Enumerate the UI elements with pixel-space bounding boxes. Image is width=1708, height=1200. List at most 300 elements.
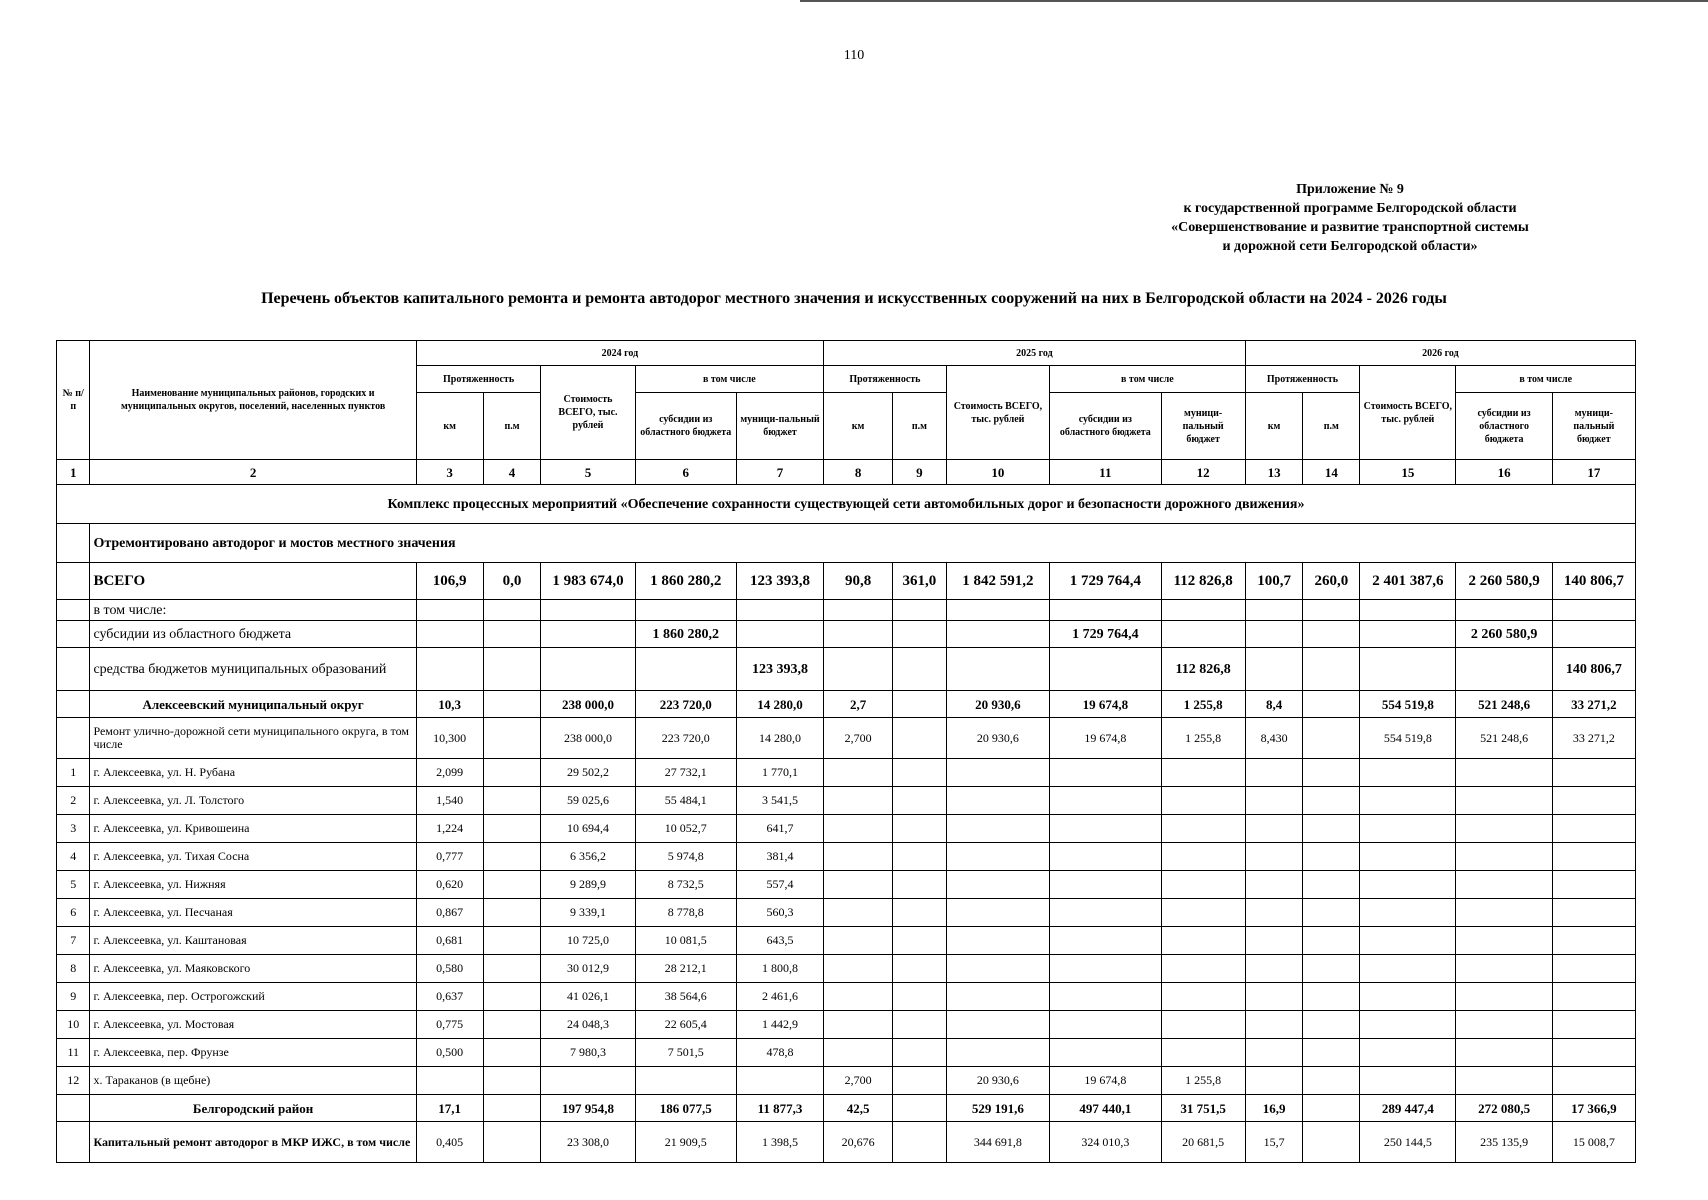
- cell-col-10: [946, 955, 1049, 983]
- row-number: 4: [57, 843, 90, 871]
- cell-col-5: 10 694,4: [541, 815, 635, 843]
- row-number: [57, 718, 90, 759]
- column-number-8: 8: [824, 460, 893, 485]
- repair-row-belgorod: [57, 1122, 1636, 1163]
- cell-col-6: 28 212,1: [635, 955, 736, 983]
- cell-col-4: [483, 955, 541, 983]
- cell-col-7: 123 393,8: [736, 563, 823, 600]
- cell-col-14: [1303, 787, 1360, 815]
- cell-col-3: 0,681: [416, 927, 483, 955]
- cell-col-8: 42,5: [824, 1095, 893, 1122]
- row-number: 5: [57, 871, 90, 899]
- cell-col-14: [1303, 1067, 1360, 1095]
- cell-col-4: [483, 927, 541, 955]
- cell-col-14: [1303, 1122, 1360, 1163]
- cell-col-17: [1552, 871, 1635, 899]
- cell-col-15: 250 144,5: [1360, 1122, 1456, 1163]
- cell-col-12: [1161, 1011, 1245, 1039]
- cell-col-12: [1161, 1039, 1245, 1067]
- cell-col-3: 0,405: [416, 1122, 483, 1163]
- row-label: г. Алексеевка, ул. Мостовая: [90, 1011, 416, 1039]
- row-label: г. Алексеевка, ул. Каштановая: [90, 927, 416, 955]
- row-label: ВСЕГО: [90, 563, 416, 600]
- cell-col-5: 24 048,3: [541, 1011, 635, 1039]
- cell-col-17: 33 271,2: [1552, 718, 1635, 759]
- cell-col-3: 1,224: [416, 815, 483, 843]
- incl-label: в том числе:: [90, 600, 416, 621]
- cell-col-16: [1456, 759, 1552, 787]
- cell-col-7: [736, 1067, 823, 1095]
- cell-col-11: [1050, 871, 1161, 899]
- cell-col-7: 14 280,0: [736, 718, 823, 759]
- column-number-13: 13: [1245, 460, 1303, 485]
- cell-col-6: 5 974,8: [635, 843, 736, 871]
- table-row: [57, 815, 1636, 843]
- header-length-2026: Протяженность: [1245, 366, 1359, 393]
- row-label: г. Алексеевка, пер. Острогожский: [90, 983, 416, 1011]
- cell-col-15: 554 519,8: [1360, 718, 1456, 759]
- cell-col-9: [893, 1067, 947, 1095]
- cell-col-9: [893, 899, 947, 927]
- cell-col-5: 1 983 674,0: [541, 563, 635, 600]
- cell-col-10: 344 691,8: [946, 1122, 1049, 1163]
- cell-col-4: 0,0: [483, 563, 541, 600]
- cell-col-16: [1456, 983, 1552, 1011]
- appendix-line-2: к государственной программе Белгородской области: [1183, 201, 1517, 216]
- cell-col-16: [1456, 899, 1552, 927]
- cell-col-4: [483, 787, 541, 815]
- document-title: Перечень объектов капитального ремонта и ремонта автодорог местного значения и искусственных сооружений на них в Белгородской области на 2024 - 2026 годы: [261, 290, 1447, 307]
- header-length-2024: Протяженность: [416, 366, 541, 393]
- row-number: 11: [57, 1039, 90, 1067]
- cell-col-13: 15,7: [1245, 1122, 1303, 1163]
- cell-col-4: [483, 1122, 541, 1163]
- cell-col-11: 324 010,3: [1050, 1122, 1161, 1163]
- cell-col-3: 17,1: [416, 1095, 483, 1122]
- subsidy-row-label: субсидии из областного бюджета: [90, 621, 416, 648]
- table-row: [57, 955, 1636, 983]
- cell-col-16: [1456, 1039, 1552, 1067]
- row-label: г. Алексеевка, ул. Тихая Сосна: [90, 843, 416, 871]
- header-pm-2026: п.м: [1303, 393, 1360, 460]
- cell-col-14: [1303, 718, 1360, 759]
- cell-col-13: [1245, 899, 1303, 927]
- header-year-2024: 2024 год: [416, 341, 823, 366]
- empty-cell: [57, 600, 90, 621]
- cell-col-12: [1161, 983, 1245, 1011]
- cell-col-14: [1303, 1011, 1360, 1039]
- cell-col-3: 10,3: [416, 691, 483, 718]
- cell-col-13: [1245, 1067, 1303, 1095]
- cell-col-13: [1245, 1039, 1303, 1067]
- cell-col-14: [1303, 871, 1360, 899]
- cell-col-11: [1050, 759, 1161, 787]
- column-number-15: 15: [1360, 460, 1456, 485]
- cell-col-9: [893, 955, 947, 983]
- cell-col-15: [1360, 787, 1456, 815]
- column-number-2: 2: [90, 460, 416, 485]
- cell-col-7: 3 541,5: [736, 787, 823, 815]
- cell-col-10: [946, 1039, 1049, 1067]
- cell-col-9: [893, 871, 947, 899]
- cell-col-4: [483, 1067, 541, 1095]
- page-number: 110: [843, 48, 865, 63]
- repair-row-alekseevsky: [57, 718, 1636, 759]
- cell-col-15: [1360, 815, 1456, 843]
- cell-col-9: 361,0: [893, 563, 947, 600]
- cell-col-9: [893, 983, 947, 1011]
- cell-col-13: [1245, 983, 1303, 1011]
- table-row: [57, 899, 1636, 927]
- cell-col-9: [893, 843, 947, 871]
- cell-col-5: 23 308,0: [541, 1122, 635, 1163]
- cell-col-6: 7 501,5: [635, 1039, 736, 1067]
- cell-col-17: [1552, 955, 1635, 983]
- row-number: 12: [57, 1067, 90, 1095]
- header-km-2024: км: [416, 393, 483, 460]
- row-label: г. Алексеевка, ул. Песчаная: [90, 899, 416, 927]
- section-repaired: Отремонтировано автодорог и мостов местного значения: [90, 524, 1636, 563]
- cell-col-13: 8,430: [1245, 718, 1303, 759]
- header-pm-2025: п.м: [893, 393, 947, 460]
- cell-col-6: 8 778,8: [635, 899, 736, 927]
- column-number-7: 7: [736, 460, 823, 485]
- cell-col-10: [946, 1011, 1049, 1039]
- cell-col-14: [1303, 955, 1360, 983]
- row-label: г. Алексеевка, ул. Кривошеина: [90, 815, 416, 843]
- cell-col-12: [1161, 759, 1245, 787]
- cell-col-12: 112 826,8: [1161, 563, 1245, 600]
- cell-col-17: [1552, 1067, 1635, 1095]
- cell-col-11: 1 729 764,4: [1050, 563, 1161, 600]
- cell-col-4: [483, 983, 541, 1011]
- cell-col-8: 90,8: [824, 563, 893, 600]
- cell-col-8: [824, 983, 893, 1011]
- cell-col-13: [1245, 815, 1303, 843]
- row-number: [57, 1122, 90, 1163]
- cell-col-10: 20 930,6: [946, 1067, 1049, 1095]
- cell-col-10: 20 930,6: [946, 718, 1049, 759]
- cell-col-14: [1303, 843, 1360, 871]
- cell-col-9: [893, 1122, 947, 1163]
- district-row-alekseevsky: [57, 691, 1636, 718]
- header-length-2025: Протяженность: [824, 366, 947, 393]
- cell-col-13: [1245, 955, 1303, 983]
- cell-col-17: [1552, 899, 1635, 927]
- cell-col-10: [946, 899, 1049, 927]
- cell-col-13: 100,7: [1245, 563, 1303, 600]
- cell-col-7: 14 280,0: [736, 691, 823, 718]
- cell-col-6: 21 909,5: [635, 1122, 736, 1163]
- cell-col-11: 497 440,1: [1050, 1095, 1161, 1122]
- municipal-2024: 123 393,8: [736, 648, 823, 691]
- cell-col-5: 41 026,1: [541, 983, 635, 1011]
- cell-col-11: [1050, 899, 1161, 927]
- row-number: 3: [57, 815, 90, 843]
- cell-col-10: [946, 815, 1049, 843]
- cell-col-7: 1 398,5: [736, 1122, 823, 1163]
- cell-col-16: [1456, 1011, 1552, 1039]
- cell-col-4: [483, 759, 541, 787]
- cell-col-4: [483, 1011, 541, 1039]
- row-number: 7: [57, 927, 90, 955]
- cell-col-5: 59 025,6: [541, 787, 635, 815]
- cell-col-5: 7 980,3: [541, 1039, 635, 1067]
- cell-col-15: 2 401 387,6: [1360, 563, 1456, 600]
- cell-col-14: [1303, 1095, 1360, 1122]
- cell-col-10: [946, 983, 1049, 1011]
- column-number-17: 17: [1552, 460, 1635, 485]
- cell-col-8: [824, 843, 893, 871]
- cell-col-5: 10 725,0: [541, 927, 635, 955]
- column-number-16: 16: [1456, 460, 1552, 485]
- objects-table: [56, 340, 1636, 1163]
- cell-col-3: 0,637: [416, 983, 483, 1011]
- cell-col-9: [893, 718, 947, 759]
- cell-col-7: 381,4: [736, 843, 823, 871]
- header-km-2025: км: [824, 393, 893, 460]
- cell-col-9: [893, 815, 947, 843]
- cell-col-10: [946, 843, 1049, 871]
- cell-col-6: 10 052,7: [635, 815, 736, 843]
- cell-col-9: [893, 691, 947, 718]
- cell-col-8: [824, 955, 893, 983]
- cell-col-16: [1456, 955, 1552, 983]
- row-number: 1: [57, 759, 90, 787]
- column-number-6: 6: [635, 460, 736, 485]
- row-label: Капитальный ремонт автодорог в МКР ИЖС, в том числе: [90, 1122, 416, 1163]
- cell-col-8: [824, 899, 893, 927]
- cell-col-7: 641,7: [736, 815, 823, 843]
- table-row: [57, 759, 1636, 787]
- cell-col-15: [1360, 927, 1456, 955]
- row-label: г. Алексеевка, ул. Л. Толстого: [90, 787, 416, 815]
- cell-col-3: 0,620: [416, 871, 483, 899]
- cell-col-16: 235 135,9: [1456, 1122, 1552, 1163]
- row-label: Алексеевский муниципальный округ: [90, 691, 416, 718]
- cell-col-8: 2,700: [824, 1067, 893, 1095]
- row-number: 6: [57, 899, 90, 927]
- cell-col-11: 19 674,8: [1050, 1067, 1161, 1095]
- cell-col-11: [1050, 983, 1161, 1011]
- cell-col-8: 2,700: [824, 718, 893, 759]
- appendix-block: [1120, 180, 1580, 256]
- cell-col-16: [1456, 1067, 1552, 1095]
- cell-col-7: 643,5: [736, 927, 823, 955]
- header-year-2025: 2025 год: [824, 341, 1246, 366]
- cell-col-7: 2 461,6: [736, 983, 823, 1011]
- cell-col-13: [1245, 927, 1303, 955]
- cell-col-6: 38 564,6: [635, 983, 736, 1011]
- cell-col-4: [483, 871, 541, 899]
- cell-col-14: 260,0: [1303, 563, 1360, 600]
- header-incl-2026: в том числе: [1456, 366, 1636, 393]
- cell-col-13: [1245, 871, 1303, 899]
- cell-col-8: 20,676: [824, 1122, 893, 1163]
- row-number: [57, 563, 90, 600]
- header-name: Наименование муниципальных районов, городских и муниципальных округов, поселений, населенных пунктов: [90, 341, 416, 460]
- cell-col-10: [946, 787, 1049, 815]
- cell-col-7: 478,8: [736, 1039, 823, 1067]
- cell-col-6: 27 732,1: [635, 759, 736, 787]
- cell-col-4: [483, 718, 541, 759]
- cell-col-14: [1303, 899, 1360, 927]
- row-label: г. Алексеевка, ул. Н. Рубана: [90, 759, 416, 787]
- cell-col-16: [1456, 871, 1552, 899]
- header-subsidy-2026: субсидии из областного бюджета: [1456, 393, 1552, 460]
- table-row: [57, 983, 1636, 1011]
- table-row: [57, 1067, 1636, 1095]
- cell-col-7: 557,4: [736, 871, 823, 899]
- cell-col-9: [893, 1095, 947, 1122]
- section-complex: Комплекс процессных мероприятий «Обеспечение сохранности существующей сети автомобильных дорог и безопасности дорожного движения»: [57, 485, 1636, 524]
- cell-col-17: [1552, 983, 1635, 1011]
- cell-col-13: [1245, 759, 1303, 787]
- table-row: [57, 927, 1636, 955]
- table-row: [57, 871, 1636, 899]
- row-number: 2: [57, 787, 90, 815]
- cell-col-12: 1 255,8: [1161, 1067, 1245, 1095]
- cell-col-3: 1,540: [416, 787, 483, 815]
- cell-col-5: 238 000,0: [541, 718, 635, 759]
- municipal-2025: 112 826,8: [1161, 648, 1245, 691]
- cell-col-8: [824, 871, 893, 899]
- cell-col-8: [824, 815, 893, 843]
- empty-cell: [57, 524, 90, 563]
- cell-col-5: 9 289,9: [541, 871, 635, 899]
- table-row: [57, 787, 1636, 815]
- column-number-12: 12: [1161, 460, 1245, 485]
- cell-col-15: [1360, 843, 1456, 871]
- table-row: [57, 1039, 1636, 1067]
- cell-col-16: [1456, 815, 1552, 843]
- empty-cell: [57, 648, 90, 691]
- header-incl-2024: в том числе: [635, 366, 824, 393]
- cell-col-12: [1161, 815, 1245, 843]
- cell-col-11: [1050, 1011, 1161, 1039]
- row-number: [57, 691, 90, 718]
- row-label: г. Алексеевка, ул. Нижняя: [90, 871, 416, 899]
- cell-col-9: [893, 1011, 947, 1039]
- cell-col-9: [893, 787, 947, 815]
- cell-col-11: 19 674,8: [1050, 718, 1161, 759]
- appendix-line-1: Приложение № 9: [1296, 182, 1404, 197]
- cell-col-13: [1245, 843, 1303, 871]
- cell-col-6: [635, 1067, 736, 1095]
- cell-col-17: [1552, 927, 1635, 955]
- row-number: 10: [57, 1011, 90, 1039]
- cell-col-3: 106,9: [416, 563, 483, 600]
- appendix-line-4: и дорожной сети Белгородской области»: [1222, 239, 1478, 254]
- subsidy-2025: 1 729 764,4: [1050, 621, 1161, 648]
- cell-col-15: [1360, 955, 1456, 983]
- cell-col-7: 11 877,3: [736, 1095, 823, 1122]
- table-row: [57, 843, 1636, 871]
- cell-col-6: 223 720,0: [635, 691, 736, 718]
- cell-col-12: 1 255,8: [1161, 718, 1245, 759]
- row-label: Ремонт улично-дорожной сети муниципального округа, в том числе: [90, 718, 416, 759]
- cell-col-16: [1456, 843, 1552, 871]
- header-km-2026: км: [1245, 393, 1303, 460]
- cell-col-7: 1 770,1: [736, 759, 823, 787]
- cell-col-15: [1360, 759, 1456, 787]
- column-number-11: 11: [1050, 460, 1161, 485]
- cell-col-12: 31 751,5: [1161, 1095, 1245, 1122]
- cell-col-17: [1552, 1039, 1635, 1067]
- header-cost-2024: Стоимость ВСЕГО, тыс. рублей: [541, 366, 635, 460]
- cell-col-11: [1050, 787, 1161, 815]
- cell-col-10: [946, 759, 1049, 787]
- cell-col-16: 2 260 580,9: [1456, 563, 1552, 600]
- cell-col-16: 521 248,6: [1456, 718, 1552, 759]
- cell-col-6: 10 081,5: [635, 927, 736, 955]
- appendix-line-3: «Совершенствование и развитие транспортной системы: [1171, 220, 1529, 235]
- cell-col-14: [1303, 815, 1360, 843]
- cell-col-16: [1456, 787, 1552, 815]
- cell-col-13: [1245, 1011, 1303, 1039]
- cell-col-10: [946, 871, 1049, 899]
- cell-col-9: [893, 1039, 947, 1067]
- header-municipal-2024: муници-пальный бюджет: [736, 393, 823, 460]
- cell-col-8: [824, 927, 893, 955]
- cell-col-7: 560,3: [736, 899, 823, 927]
- column-number-14: 14: [1303, 460, 1360, 485]
- municipal-row-label: средства бюджетов муниципальных образований: [90, 648, 416, 691]
- cell-col-6: 1 860 280,2: [635, 563, 736, 600]
- header-year-2026: 2026 год: [1245, 341, 1635, 366]
- empty-cell: [57, 621, 90, 648]
- cell-col-3: 0,500: [416, 1039, 483, 1067]
- header-incl-2025: в том числе: [1050, 366, 1246, 393]
- cell-col-8: 2,7: [824, 691, 893, 718]
- district-row-belgorod: [57, 1095, 1636, 1122]
- column-number-10: 10: [946, 460, 1049, 485]
- cell-col-4: [483, 691, 541, 718]
- row-label: х. Тараканов (в щебне): [90, 1067, 416, 1095]
- column-number-5: 5: [541, 460, 635, 485]
- cell-col-11: [1050, 843, 1161, 871]
- cell-col-9: [893, 927, 947, 955]
- cell-col-17: [1552, 787, 1635, 815]
- cell-col-15: [1360, 983, 1456, 1011]
- cell-col-8: [824, 1011, 893, 1039]
- header-subsidy-2024: субсидии из областного бюджета: [635, 393, 736, 460]
- cell-col-14: [1303, 759, 1360, 787]
- cell-col-5: 197 954,8: [541, 1095, 635, 1122]
- table-row: [57, 1011, 1636, 1039]
- header-cost-2026: Стоимость ВСЕГО, тыс. рублей: [1360, 366, 1456, 460]
- cell-col-6: 22 605,4: [635, 1011, 736, 1039]
- header-cost-2025: Стоимость ВСЕГО, тыс. рублей: [946, 366, 1049, 460]
- cell-col-3: 0,580: [416, 955, 483, 983]
- cell-col-11: [1050, 815, 1161, 843]
- row-number: 9: [57, 983, 90, 1011]
- cell-col-11: [1050, 1039, 1161, 1067]
- cell-col-14: [1303, 691, 1360, 718]
- subsidy-2026: 2 260 580,9: [1456, 621, 1552, 648]
- cell-col-7: 1 442,9: [736, 1011, 823, 1039]
- cell-col-4: [483, 1095, 541, 1122]
- column-number-9: 9: [893, 460, 947, 485]
- cell-col-15: [1360, 1039, 1456, 1067]
- cell-col-12: 20 681,5: [1161, 1122, 1245, 1163]
- cell-col-3: 10,300: [416, 718, 483, 759]
- cell-col-3: 0,775: [416, 1011, 483, 1039]
- row-number: 8: [57, 955, 90, 983]
- cell-col-17: 33 271,2: [1552, 691, 1635, 718]
- cell-col-5: 29 502,2: [541, 759, 635, 787]
- row-label: Белгородский район: [90, 1095, 416, 1122]
